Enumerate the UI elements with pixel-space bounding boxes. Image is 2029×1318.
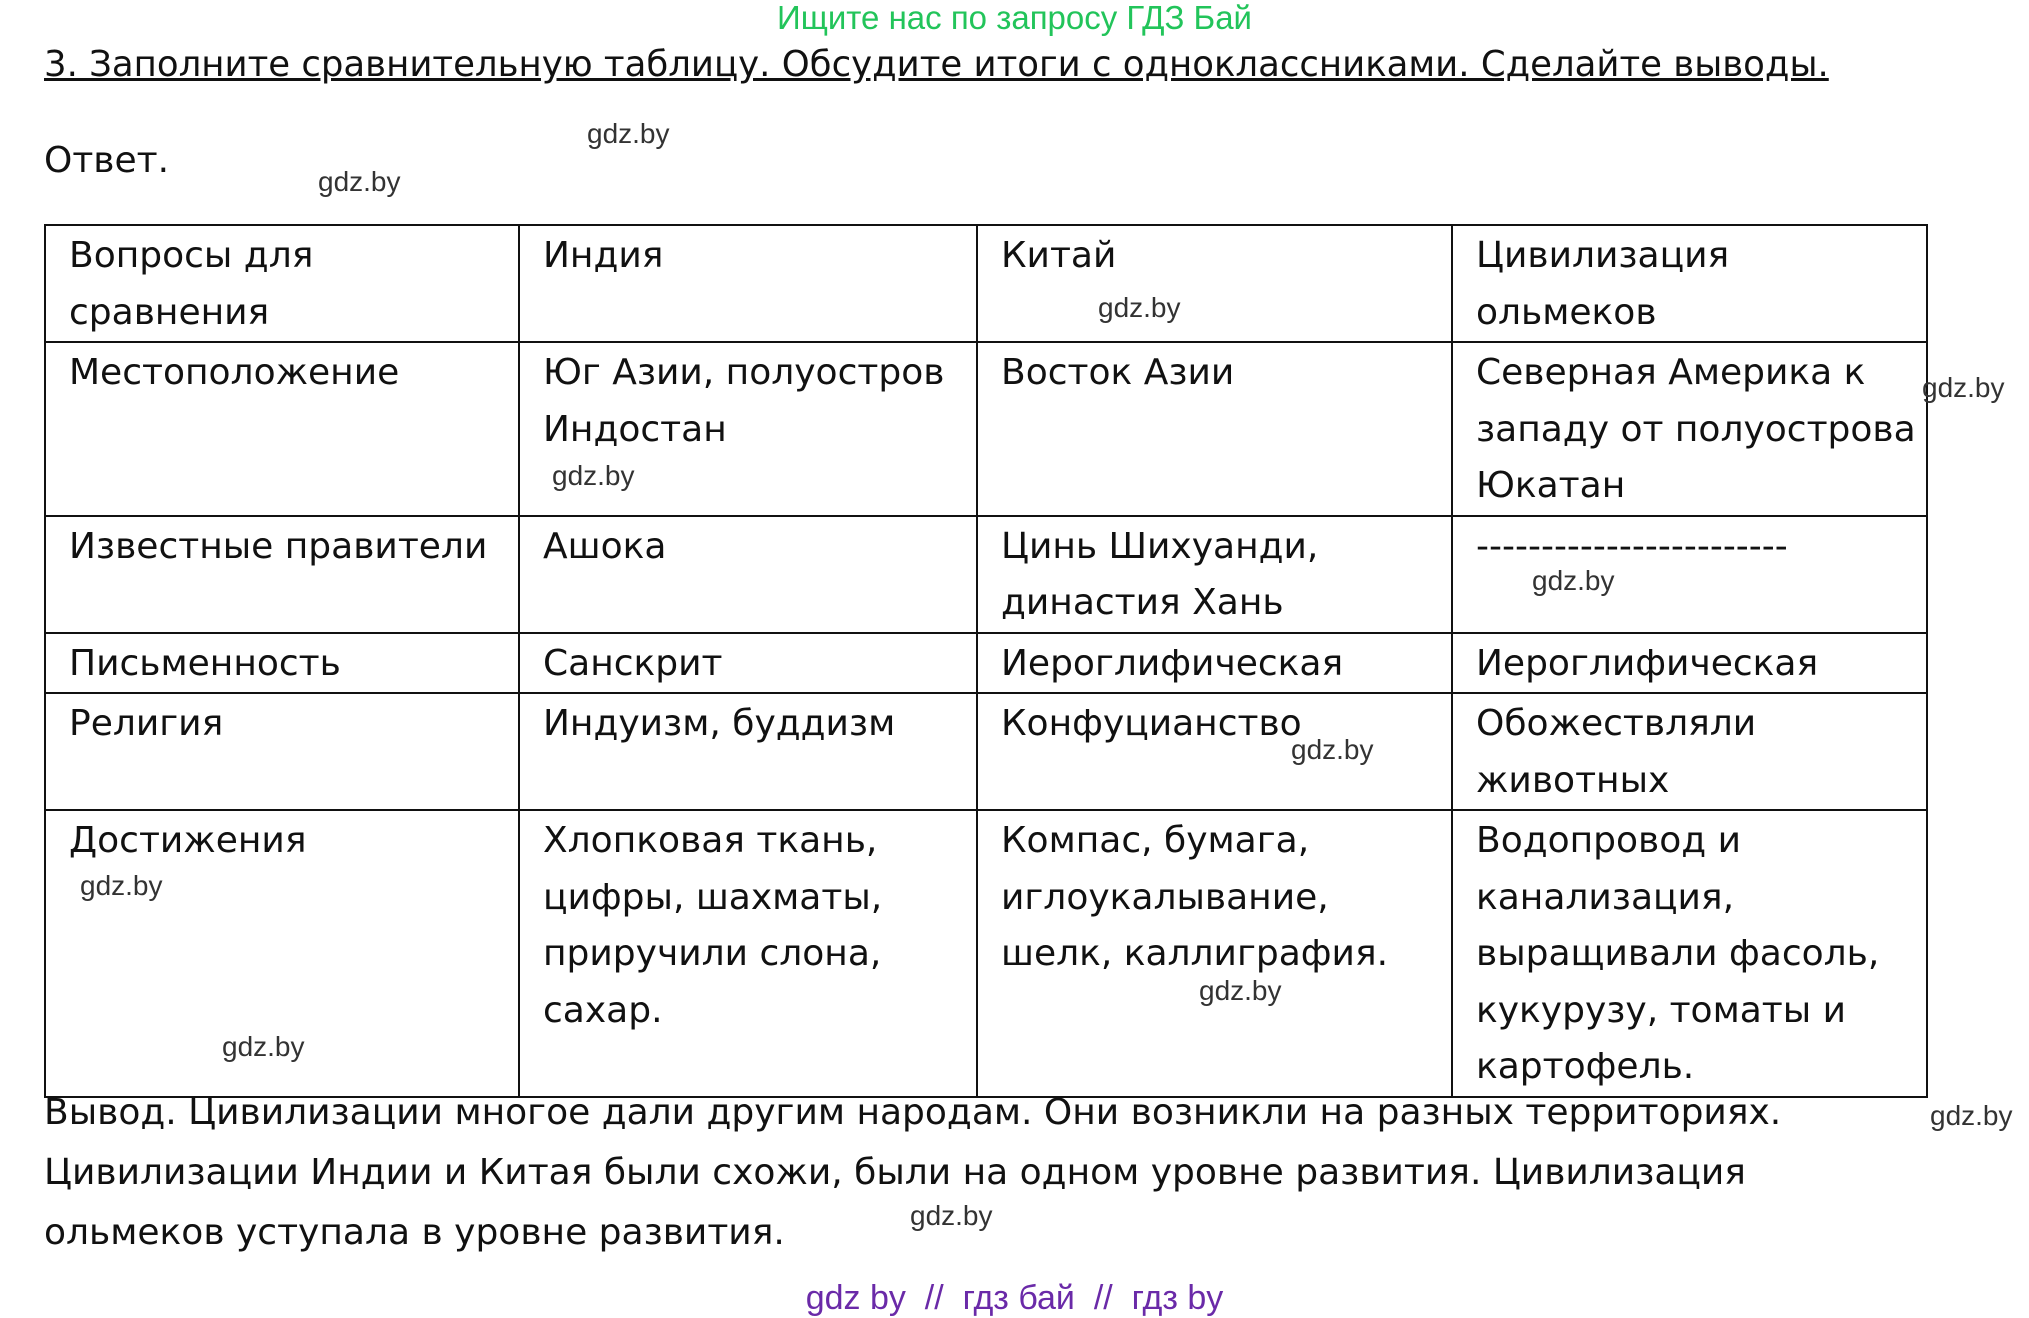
table-cell: Цинь Шихуанди, династия Хань xyxy=(977,516,1452,633)
header-cell: Китай xyxy=(977,225,1452,342)
header-cell: Вопросы для сравнения xyxy=(45,225,519,342)
table-cell: Компас, бумага, иглоукалывание, шелк, каллиграфия. xyxy=(977,810,1452,1097)
watermark: gdz.by xyxy=(222,1031,305,1062)
table-cell: Религия xyxy=(45,693,519,810)
table-cell: Местоположение xyxy=(45,342,519,516)
watermark: gdz.by xyxy=(80,870,163,901)
table-cell: Письменность xyxy=(45,633,519,694)
watermark: gdz.by xyxy=(1930,1100,2013,1131)
table-cell: Северная Америка к западу от полуострова Юкатан xyxy=(1452,342,1927,516)
footer-links: gdz by // гдз бай // гдз by xyxy=(805,1279,1224,1317)
watermark: gdz.by xyxy=(910,1200,993,1231)
watermark: gdz.by xyxy=(1098,292,1181,323)
table-row xyxy=(45,516,1927,633)
table-row xyxy=(45,810,1927,1097)
table-cell: Известные правители xyxy=(45,516,519,633)
task-title: 3. Заполните сравнительную таблицу. Обсудите итоги с одноклассниками. Сделайте выводы. xyxy=(44,44,1829,85)
watermark: gdz.by xyxy=(552,460,635,491)
table-cell: Санскрит xyxy=(519,633,977,694)
watermark: gdz.by xyxy=(1291,734,1374,765)
table-header-row xyxy=(45,225,1927,342)
watermark: gdz.by xyxy=(318,166,401,197)
answer-label: Ответ. xyxy=(44,140,170,181)
table-cell: Обожествляли животных xyxy=(1452,693,1927,810)
table-cell: Достижения xyxy=(45,810,519,1097)
table-cell: Ашока xyxy=(519,516,977,633)
table-cell: ------------------------ xyxy=(1452,516,1927,633)
header-cell: Индия xyxy=(519,225,977,342)
watermark: gdz.by xyxy=(1199,975,1282,1006)
watermark: gdz.by xyxy=(587,118,670,149)
conclusion-text: Вывод. Цивилизации многое дали другим народам. Они возникли на разных территориях. Цивилизации Индии и Китая были схожи, были на одном уровне развития. Цивилизация ольмеков уступала в уровне развития. xyxy=(44,1092,1782,1253)
comparison-table xyxy=(44,224,1928,1098)
header-cell: Цивилизация ольмеков xyxy=(1452,225,1927,342)
table-cell: Иероглифическая xyxy=(1452,633,1927,694)
watermark: gdz.by xyxy=(1922,372,2005,403)
table-row xyxy=(45,342,1927,516)
table-cell: Конфуцианство xyxy=(977,693,1452,810)
table-cell: Хлопковая ткань, цифры, шахматы, приручили слона, сахар. xyxy=(519,810,977,1097)
table-cell: Иероглифическая xyxy=(977,633,1452,694)
table-cell: Юг Азии, полуостров Индостан xyxy=(519,342,977,516)
top-banner: Ищите нас по запросу ГДЗ Бай xyxy=(777,0,1252,36)
table-cell: Индуизм, буддизм xyxy=(519,693,977,810)
table-row xyxy=(45,633,1927,694)
table-cell: Восток Азии xyxy=(977,342,1452,516)
table-cell: Водопровод и канализация, выращивали фасоль, кукурузу, томаты и картофель. xyxy=(1452,810,1927,1097)
watermark: gdz.by xyxy=(1532,565,1615,596)
table-row xyxy=(45,693,1927,810)
